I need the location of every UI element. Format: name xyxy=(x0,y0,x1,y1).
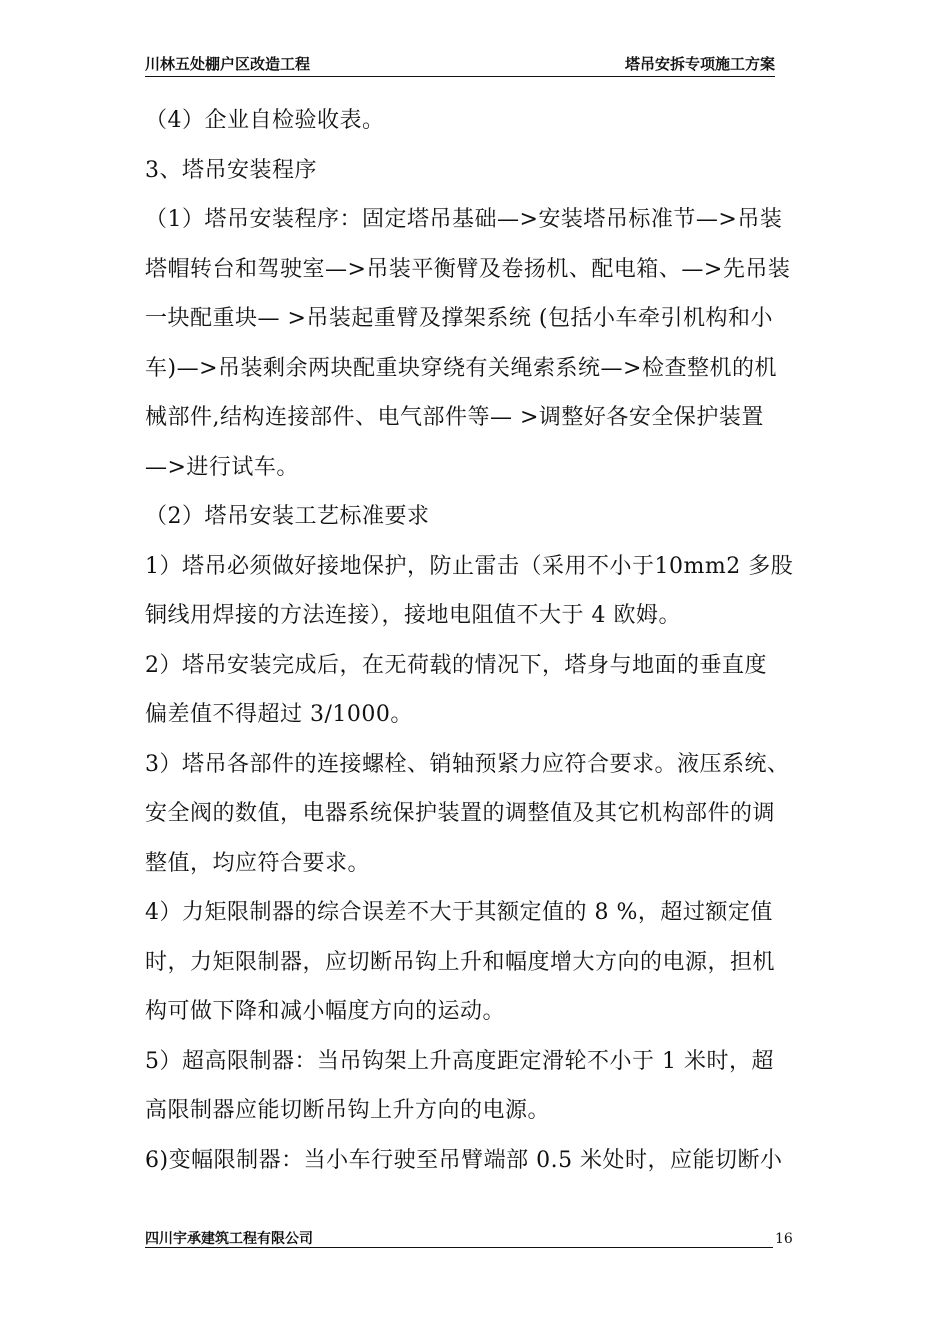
text-line: 4）力矩限制器的综合误差不大于其额定值的 8 %，超过额定值 xyxy=(145,900,773,925)
text-line: 3）塔吊各部件的连接螺栓、销轴预紧力应符合要求。液压系统、 xyxy=(145,751,790,777)
text-line: 偏差值不得超过 3/1000。 xyxy=(145,702,413,727)
text-line: 2）塔吊安装完成后，在无荷载的情况下，塔身与地面的垂直度 xyxy=(145,652,767,678)
text-line: 塔帽转台和驾驶室—>吊装平衡臂及卷扬机、配电箱、—>先吊装 xyxy=(145,256,791,282)
footer-rule xyxy=(145,1247,773,1248)
text-line: 铜线用焊接的方法连接），接地电阻值不大于 4 欧姆。 xyxy=(145,603,681,628)
footer-company-name: 四川宇承建筑工程有限公司 xyxy=(145,1231,313,1247)
section-heading: 3、塔吊安装程序 xyxy=(145,157,317,183)
text-line: 5）超高限制器：当吊钩架上升高度距定滑轮不小于 1 米时，超 xyxy=(145,1048,774,1074)
text-line: 构可做下降和减小幅度方向的运动。 xyxy=(145,999,506,1024)
header-project-title: 川林五处棚户区改造工程 xyxy=(145,55,311,73)
page-footer xyxy=(145,1228,793,1250)
text-line: 时，力矩限制器，应切断吊钩上升和幅度增大方向的电源，担机 xyxy=(145,949,776,975)
body-text xyxy=(145,96,810,1185)
header-document-title: 塔吊安拆专项施工方案 xyxy=(624,55,775,73)
text-line: （4）企业自检验收表。 xyxy=(145,108,385,133)
text-line: （1）塔吊安装程序：固定塔吊基础—>安装塔吊标准节—>吊装 xyxy=(145,207,783,232)
text-line: 械部件,结构连接部件、电气部件等— >调整好各安全保护装置 xyxy=(145,405,764,430)
page-header xyxy=(145,52,775,77)
text-line: 整值，均应符合要求。 xyxy=(145,850,371,876)
text-line: 车)—>吊装剩余两块配重块穿绕有关绳索系统—>检查整机的机 xyxy=(145,355,777,381)
text-line: 1）塔吊必须做好接地保护，防止雷击（采用不小于10mm2 多股 xyxy=(145,553,794,579)
page-number: 16 xyxy=(775,1231,793,1247)
text-line: 安全阀的数值，电器系统保护装置的调整值及其它机构部件的调 xyxy=(145,801,776,826)
subsection-heading: （2）塔吊安装工艺标准要求 xyxy=(145,504,430,529)
text-line: 6)变幅限制器：当小车行驶至吊臂端部 0.5 米处时，应能切断小 xyxy=(145,1147,783,1173)
text-line: —>进行试车。 xyxy=(145,454,299,480)
text-line: 高限制器应能切断吊钩上升方向的电源。 xyxy=(145,1098,551,1123)
text-line: 一块配重块— >吊装起重臂及撑架系统 (包括小车牵引机构和小 xyxy=(145,306,774,331)
